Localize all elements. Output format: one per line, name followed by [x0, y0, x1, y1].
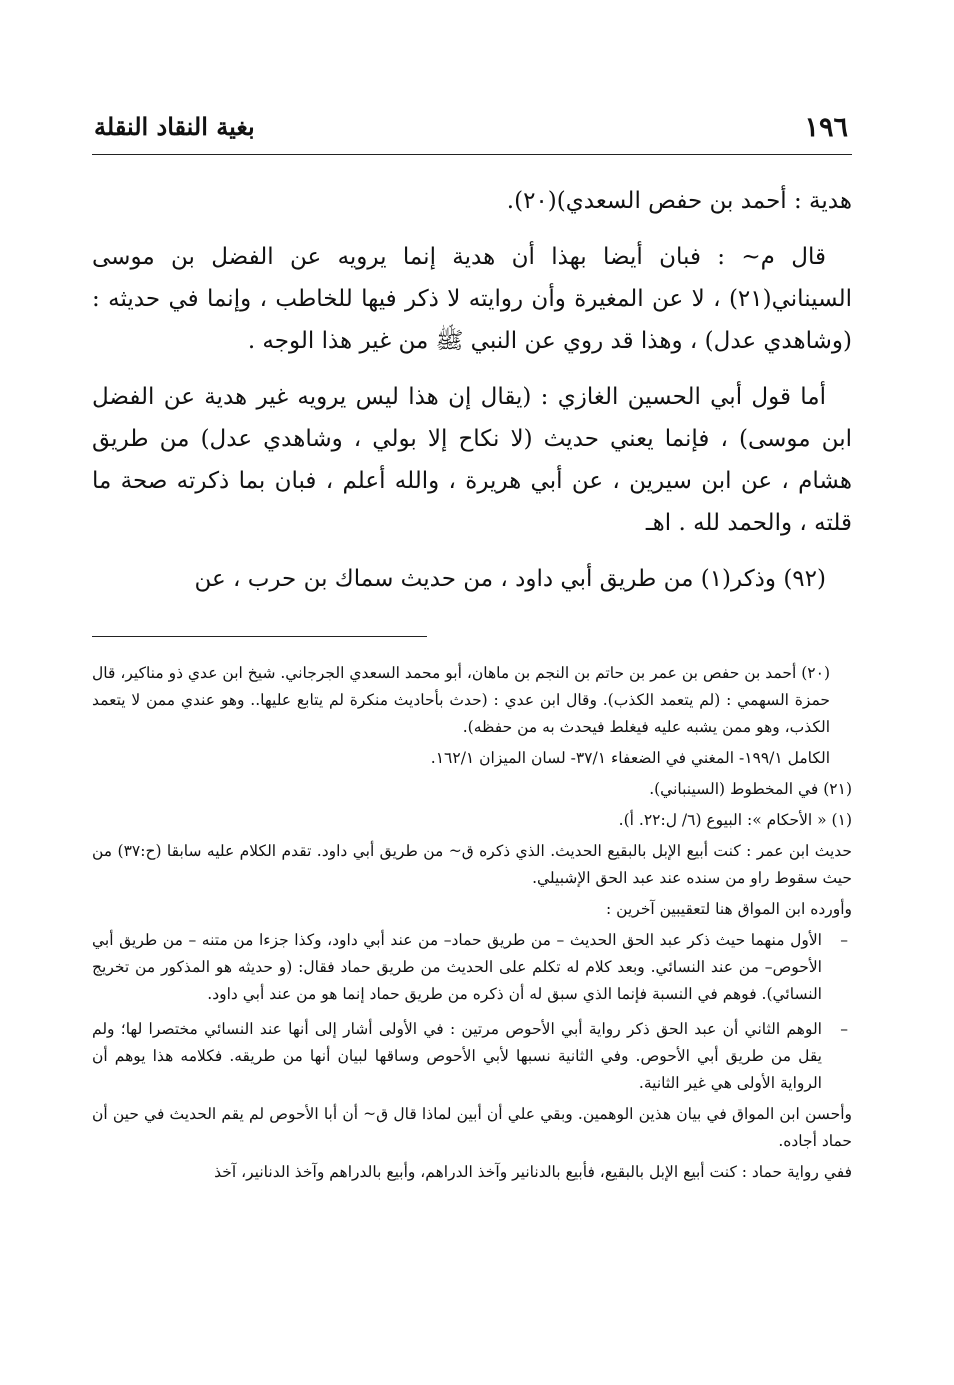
- footnote-21: (٢١) في المخطوط (السينباني).: [649, 780, 852, 798]
- footnote-1-bullet-2: [92, 1016, 852, 1097]
- paragraph-92: (٩٢) وذكر(١) من طريق أبي داود ، من حديث سماك بن حرب ، عن: [194, 566, 826, 592]
- page: [92, 0, 852, 1385]
- page-header: [92, 108, 852, 155]
- footnote-1: (١) « الأحكام »: البيوع (٦/ ل:٢٢. أ).: [618, 811, 852, 829]
- paragraph-hadiya: هدية : أحمد بن حفص السعدي)(٢٠).: [506, 188, 852, 214]
- paragraph-qala: قال م~ : فبان أيضا بهذا أن هدية إنما يرويه عن الفضل بن موسى السيناني(٢١) ، لا عن المغيرة وأن روايته لا ذكر فيها للخاطب ، وإنما في حديثه : (وشاهدي عدل) ، وهذا قد روي عن النبي ﷺ من غير هذا الوجه .: [92, 244, 852, 354]
- bullet-text: الوهم الثاني أن عبد الحق ذكر رواية أبي الأحوص مرتين : في الأولى أشار إلى أنها عند النسائي مختصرا لها؛ ولم يقل من طريق أبي الأحوص. وفي الثانية نسبها لأبي الأحوص وساقها لبيان أنها من طريقه. فكلامه هذا يوهم أن الرواية الأولى هي غير الثانية.: [92, 1020, 822, 1092]
- footnote-1-para-1: حديث ابن عمر : كنت أبيع الإبل بالبقيع الحديث. الذي ذكره ق~ من طريق أبي داود. تقدم الكلام عليه سابقا (ح:٣٧) من حيث سقوط راو من سنده عند عبد الحق الإشبيلي.: [92, 842, 852, 887]
- footnote-20: (٢٠) أحمد بن حفص بن عمر بن حاتم بن النجم بن ماهان، أبو محمد السعدي الجرجاني. شيخ ابن عدي ذو مناكير، قال حمزة السهمي : (لم يتعمد الكذب). وقال ابن عدي : (حدث بأحاديث منكرة لم يتابع عليها.. وهو عندي ممن لا يتعمد الكذب، وهو ممن يشبه عليه فيغلط فيحدث به من حفظه).: [92, 664, 830, 736]
- bullet-dash: –: [840, 931, 848, 949]
- footnote-1-bullet-1: [92, 927, 852, 1008]
- footnotes: [92, 660, 852, 1190]
- footnote-1-para-3: وأحسن ابن المواق في بيان هذين الوهمين. وبقي علي أن أبين لماذا قال ق~ أن أبا الأحوص لم يقم الحديث في حين أن حماد أجاده.: [92, 1105, 852, 1150]
- paragraph-abu-al-husayn: أما قول أبي الحسين الغازي : (يقال إن هذا ليس يرويه غير هدية عن الفضل ابن موسى) ، فإنما يعني حديث (لا نكاح إلا بولي ، وشاهدي عدل) من طريق هشام ، عن ابن سيرين ، عن أبي هريرة ، والله أعلم ، فبان بما ذكرته صحة ما قلته ، والحمد لله . اهـ: [92, 384, 852, 536]
- page-number: ١٩٦: [804, 112, 848, 143]
- main-text: [92, 180, 852, 614]
- footnote-separator: [92, 636, 427, 637]
- bullet-text: الأول منهما حيث ذكر عبد الحق الحديث – من طريق حماد– من عند أبي داود، وكذا جزءا من متنه – من طريق أبي الأحوص– من عند النسائي. وبعد كلام له تكلم على الحديث من طريق حماد فقال: (و حديثه هو المذكور من تخريج النسائي). فوهم في النسبة فإنما الذي سبق له أن ذكره من طريق حماد إنما هو من عند أبي داود.: [92, 931, 822, 1003]
- footnote-1-para-2: وأورده ابن المواق هنا لتعقيبين آخرين :: [606, 900, 852, 918]
- running-title: بغية النقاد النقلة: [94, 112, 255, 141]
- bullet-dash: –: [840, 1020, 848, 1038]
- footnote-20-refs: الكامل ١٩٩/١- المغني في الضعفاء ٣٧/١- لسان الميزان ١٦٢/١.: [430, 749, 830, 767]
- footnote-1-para-4: ففي رواية حماد : كنت أبيع الإبل بالبقيع، فأبيع بالدنانير وآخذ الدراهم، وأبيع بالدراهم وآخذ الدنانير، آخذ: [214, 1163, 852, 1181]
